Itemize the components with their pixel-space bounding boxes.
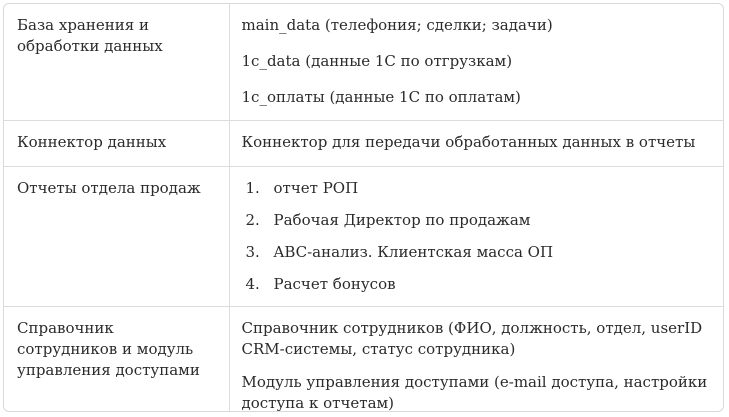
row-value [229, 306, 723, 412]
list-item [242, 274, 712, 295]
list-item-number: 2. [245, 210, 260, 229]
row-value [229, 120, 723, 166]
list-item-number: 3. [245, 242, 260, 261]
table-row [4, 306, 723, 412]
table-row [4, 166, 723, 306]
list-item-text: Расчет бонусов [273, 274, 396, 293]
list-item-text: ABC-анализ. Клиентская масса ОП [273, 242, 554, 261]
row-key: Коннектор данных [4, 120, 229, 166]
row-key: Отчеты отдела продаж [4, 166, 229, 306]
reports-list [242, 178, 712, 295]
list-item [242, 178, 712, 199]
info-table [4, 4, 723, 412]
value-line: Модуль управления доступами (e-mail доступа, настройки доступа к отчетам) [241, 372, 708, 412]
list-item-text: Рабочая Директор по продажам [273, 210, 531, 229]
row-value [229, 4, 723, 120]
list-item [242, 210, 712, 231]
row-value [229, 166, 723, 306]
value-line: Справочник сотрудников (ФИО, должность, отдел, userID CRM-системы, статус сотрудника) [241, 318, 703, 358]
table-row [4, 4, 723, 120]
table-row [4, 120, 723, 166]
list-item-number: 4. [245, 274, 260, 293]
list-item [242, 242, 712, 263]
row-key: База хранения и обработки данных [4, 4, 229, 120]
list-item-number: 1. [245, 178, 260, 197]
value-line: 1c_data (данные 1С по отгрузкам) [241, 52, 513, 70]
value-line: 1c_оплаты (данные 1С по оплатам) [241, 88, 521, 106]
value-line: main_data (телефония; сделки; задачи) [241, 16, 553, 34]
info-table-container [3, 3, 724, 412]
list-item-text: отчет РОП [273, 178, 359, 197]
value-line: Коннектор для передачи обработанных данных в отчеты [241, 132, 696, 151]
row-key: Справочник сотрудников и модуль управления доступами [4, 306, 229, 412]
